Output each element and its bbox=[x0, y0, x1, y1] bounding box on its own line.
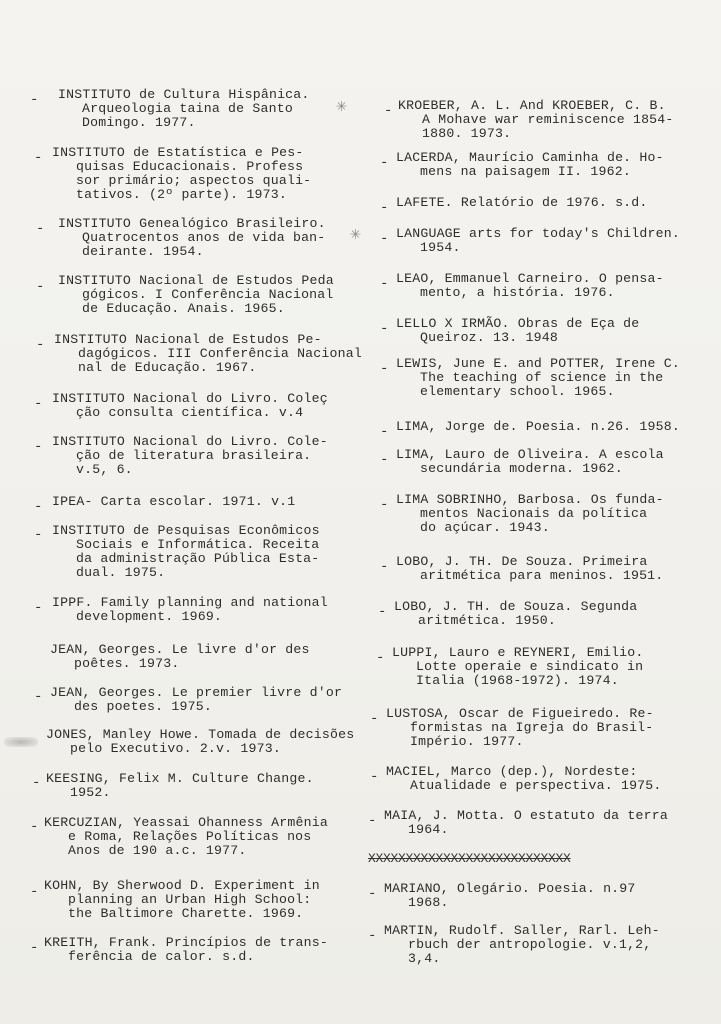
list-item bbox=[396, 493, 664, 535]
entry-line: poêtes. 1973. bbox=[74, 656, 180, 671]
list-item bbox=[396, 357, 680, 399]
bullet-dash: - bbox=[34, 396, 43, 412]
bullet-dash: - bbox=[34, 527, 43, 543]
bullet-dash: - bbox=[368, 928, 377, 944]
entry-line: Atualidade e perspectiva. 1975. bbox=[410, 778, 662, 793]
list-item bbox=[396, 227, 680, 255]
list-item bbox=[394, 600, 637, 628]
entry-line: MAIA, J. Motta. O estatuto da terra bbox=[384, 808, 668, 823]
entry-line: KROEBER, A. L. And KROEBER, C. B. bbox=[398, 98, 666, 113]
bullet-dash: - bbox=[36, 337, 45, 353]
entry-line: LIMA SOBRINHO, Barbosa. Os funda- bbox=[396, 492, 664, 507]
entry-line: LUSTOSA, Oscar de Figueiredo. Re- bbox=[386, 706, 654, 721]
entry-line: Queiroz. 13. 1948 bbox=[420, 330, 558, 345]
entry-line: elementary school. 1965. bbox=[420, 384, 615, 399]
list-item bbox=[46, 772, 314, 800]
list-item bbox=[384, 809, 668, 837]
entry-line: mento, a história. 1976. bbox=[420, 285, 615, 300]
list-item bbox=[54, 333, 362, 375]
bullet-dash: - bbox=[36, 221, 45, 237]
entry-line: planning an Urban High School: bbox=[68, 892, 312, 907]
entry-line: LAFETE. Relatório de 1976. s.d. bbox=[396, 195, 648, 210]
bullet-dash: - bbox=[380, 424, 389, 440]
entry-line: 1952. bbox=[70, 785, 111, 800]
entry-line: IPEA- Carta escolar. 1971. v.1 bbox=[52, 494, 296, 509]
entry-line: Sociais e Informática. Receita bbox=[76, 537, 320, 552]
entry-line: des poetes. 1975. bbox=[74, 699, 212, 714]
bullet-dash: - bbox=[30, 940, 39, 956]
entry-line: 1880. 1973. bbox=[422, 126, 512, 141]
entry-line: INSTITUTO de Cultura Hispânica. bbox=[58, 87, 310, 102]
entry-line: Arqueologia taina de Santo bbox=[82, 101, 293, 116]
entry-line: formistas na Igreja do Brasil- bbox=[410, 720, 654, 735]
entry-line: secundária moderna. 1962. bbox=[420, 461, 623, 476]
entry-line: MACIEL, Marco (dep.), Nordeste: bbox=[386, 764, 638, 779]
bullet-dash: - bbox=[368, 813, 377, 829]
entry-line: da administração Pública Esta- bbox=[76, 551, 320, 566]
entry-line: LIMA, Lauro de Oliveira. A escola bbox=[396, 447, 664, 462]
entry-line: INSTITUTO Nacional do Livro. Cole- bbox=[52, 434, 328, 449]
bullet-dash: - bbox=[376, 650, 385, 666]
entry-line: LELLO X IRMÃO. Obras de Eça de bbox=[396, 316, 640, 331]
list-item bbox=[386, 765, 662, 793]
entry-line: ferência de calor. s.d. bbox=[68, 949, 255, 964]
list-item bbox=[386, 707, 654, 749]
entry-line: ção de literatura brasileira. bbox=[76, 448, 312, 463]
list-item bbox=[398, 99, 674, 141]
list-item bbox=[396, 317, 639, 345]
bullet-dash: - bbox=[380, 321, 389, 337]
entry-line: nal de Educação. 1967. bbox=[78, 360, 257, 375]
entry-line: ção consulta científica. v.4 bbox=[76, 405, 304, 420]
entry-line: rbuch der antropologie. v.1,2, bbox=[408, 937, 652, 952]
entry-line: Lotte operaie e sindicato in bbox=[416, 659, 644, 674]
entry-line: e Roma, Relações Políticas nos bbox=[68, 829, 312, 844]
entry-line: mentos Nacionais da política bbox=[420, 506, 648, 521]
entry-line: LIMA, Jorge de. Poesia. n.26. 1958. bbox=[396, 419, 680, 434]
entry-line: JEAN, Georges. Le livre d'or des bbox=[50, 642, 310, 657]
list-item bbox=[384, 882, 636, 910]
list-item bbox=[52, 596, 328, 624]
bullet-dash: - bbox=[378, 604, 387, 620]
list-item bbox=[44, 936, 328, 964]
entry-line: Império. 1977. bbox=[410, 734, 524, 749]
entry-line: 1954. bbox=[420, 240, 461, 255]
entry-line: KOHN, By Sherwood D. Experiment in bbox=[44, 878, 320, 893]
bullet-dash: - bbox=[34, 150, 43, 166]
list-item bbox=[396, 555, 663, 583]
entry-line: MARTIN, Rudolf. Saller, Rarl. Leh- bbox=[384, 923, 660, 938]
entry-line: INSTITUTO Nacional do Livro. Coleç bbox=[52, 391, 328, 406]
list-item bbox=[44, 816, 328, 858]
list-item bbox=[58, 217, 326, 259]
bullet-dash: - bbox=[370, 769, 379, 785]
entry-line: LEAO, Emmanuel Carneiro. O pensa- bbox=[396, 271, 664, 286]
bullet-dash: - bbox=[34, 600, 43, 616]
entry-line: dagógicos. III Conferência Nacional bbox=[78, 346, 362, 361]
bullet-dash: - bbox=[380, 452, 389, 468]
list-item bbox=[384, 924, 660, 966]
bullet-dash: - bbox=[380, 276, 389, 292]
bullet-dash: - bbox=[380, 497, 389, 513]
bullet-dash: - bbox=[30, 92, 39, 108]
list-item bbox=[46, 728, 354, 756]
entry-line: JEAN, Georges. Le premier livre d'or bbox=[50, 685, 343, 700]
list-item bbox=[52, 146, 311, 202]
entry-line: development. 1969. bbox=[76, 609, 223, 624]
entry-line: sor primário; aspectos quali- bbox=[76, 173, 312, 188]
list-item bbox=[50, 686, 342, 714]
bullet-dash: - bbox=[34, 499, 43, 515]
entry-line: 1968. bbox=[408, 895, 449, 910]
entry-line: Quatrocentos anos de vida ban- bbox=[82, 230, 326, 245]
entry-line: tativos. (2º parte). 1973. bbox=[76, 187, 287, 202]
list-item bbox=[52, 435, 328, 477]
entry-line: Italia (1968-1972). 1974. bbox=[416, 673, 619, 688]
entry-line: de Educação. Anais. 1965. bbox=[82, 301, 285, 316]
bullet-dash: - bbox=[34, 439, 43, 455]
entry-line: dual. 1975. bbox=[76, 565, 166, 580]
entry-line: LACERDA, Maurício Caminha de. Ho- bbox=[396, 150, 664, 165]
entry-line: IPPF. Family planning and national bbox=[52, 595, 328, 610]
entry-line: The teaching of science in the bbox=[420, 370, 664, 385]
ink-smudge bbox=[4, 737, 38, 747]
entry-line: LANGUAGE arts for today's Children. bbox=[396, 226, 680, 241]
entry-line: aritmética para meninos. 1951. bbox=[420, 568, 664, 583]
entry-line: XXXXXXXXXXXXXXXXXXXXXXXXXXX bbox=[368, 851, 571, 866]
entry-line: Anos de 190 a.c. 1977. bbox=[68, 843, 247, 858]
entry-line: LOBO, J. TH. De Souza. Primeira bbox=[396, 554, 648, 569]
entry-line: INSTITUTO de Pesquisas Econômicos bbox=[52, 523, 320, 538]
bullet-dash: - bbox=[380, 200, 389, 216]
bullet-dash: - bbox=[380, 559, 389, 575]
list-item bbox=[50, 643, 310, 671]
entry-line: 3,4. bbox=[408, 951, 441, 966]
list-item bbox=[52, 495, 295, 509]
entry-line: INSTITUTO de Estatística e Pes- bbox=[52, 145, 304, 160]
bullet-dash: - bbox=[368, 886, 377, 902]
entry-line: gógicos. I Conferência Nacional bbox=[82, 287, 334, 302]
entry-line: do açúcar. 1943. bbox=[420, 520, 550, 535]
entry-line: the Baltimore Charette. 1969. bbox=[68, 906, 304, 921]
entry-line: LOBO, J. TH. de Souza. Segunda bbox=[394, 599, 638, 614]
bullet-dash: - bbox=[380, 155, 389, 171]
list-item bbox=[52, 524, 320, 580]
asterisk-mark-icon: ✳ bbox=[336, 97, 347, 117]
bullet-dash: - bbox=[30, 819, 39, 835]
bullet-dash: - bbox=[380, 231, 389, 247]
bullet-dash: - bbox=[34, 689, 43, 705]
entry-line: quisas Educacionais. Profess bbox=[76, 159, 304, 174]
entry-line: 1964. bbox=[408, 822, 449, 837]
list-item bbox=[58, 88, 310, 130]
entry-line: mens na paisagem II. 1962. bbox=[420, 164, 631, 179]
entry-line: aritmética. 1950. bbox=[418, 613, 556, 628]
list-item bbox=[396, 151, 664, 179]
bullet-dash: - bbox=[30, 884, 39, 900]
entry-line: deirante. 1954. bbox=[82, 244, 204, 259]
list-item bbox=[396, 420, 680, 434]
bullet-dash: - bbox=[380, 361, 389, 377]
list-item bbox=[396, 272, 664, 300]
entry-line: v.5, 6. bbox=[76, 462, 133, 477]
entry-line: pelo Executivo. 2.v. 1973. bbox=[70, 741, 281, 756]
entry-line: Domingo. 1977. bbox=[82, 115, 196, 130]
entry-line: LEWIS, June E. and POTTER, Irene C. bbox=[396, 356, 680, 371]
entry-line: A Mohave war reminiscence 1854- bbox=[422, 112, 674, 127]
list-item bbox=[44, 879, 320, 921]
list-item bbox=[58, 274, 334, 316]
asterisk-mark-icon: ✳ bbox=[350, 225, 361, 245]
entry-line: MARIANO, Olegário. Poesia. n.97 bbox=[384, 881, 636, 896]
bullet-dash: - bbox=[32, 775, 41, 791]
entry-line: KEESING, Felix M. Culture Change. bbox=[46, 771, 314, 786]
bullet-dash: - bbox=[370, 711, 379, 727]
list-item bbox=[396, 196, 648, 210]
entry-line: KREITH, Frank. Princípios de trans- bbox=[44, 935, 328, 950]
entry-line: LUPPI, Lauro e REYNERI, Emilio. bbox=[392, 645, 644, 660]
list-item bbox=[52, 392, 328, 420]
entry-line: JONES, Manley Howe. Tomada de decisões bbox=[46, 727, 355, 742]
entry-line: INSTITUTO Nacional de Estudos Peda bbox=[58, 273, 334, 288]
list-item bbox=[396, 448, 664, 476]
entry-line: KERCUZIAN, Yeassai Ohanness Armênia bbox=[44, 815, 328, 830]
entry-line: INSTITUTO Nacional de Estudos Pe- bbox=[54, 332, 322, 347]
list-item bbox=[392, 646, 644, 688]
bullet-dash: - bbox=[36, 279, 45, 295]
struck-out-entry bbox=[368, 851, 571, 866]
entry-line: INSTITUTO Genealógico Brasileiro. bbox=[58, 216, 326, 231]
bullet-dash: - bbox=[384, 103, 393, 119]
